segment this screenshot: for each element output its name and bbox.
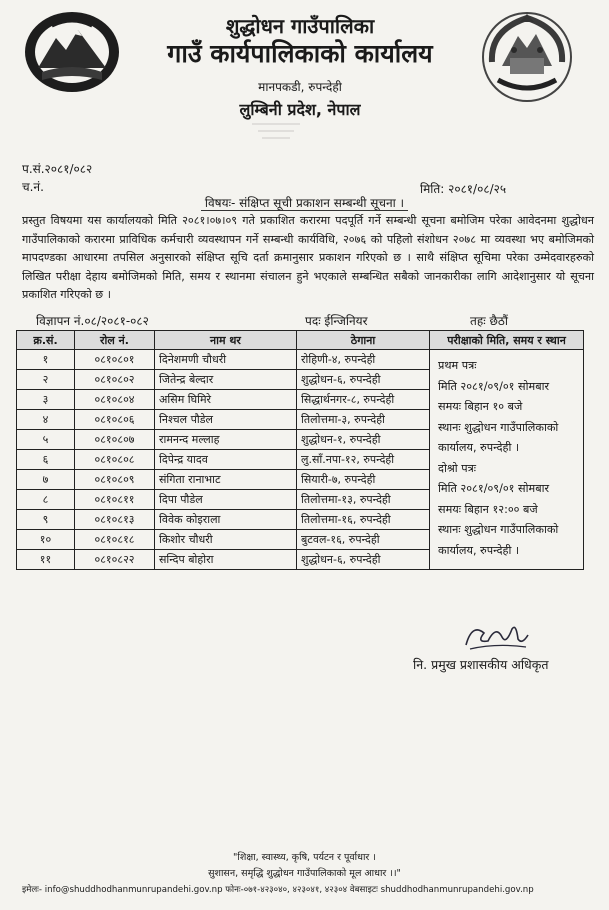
- cell-address: शुद्धोधन-१, रुपन्देही: [297, 430, 430, 450]
- cell-sn: ५: [17, 430, 75, 450]
- footer-contact: इमेलः- info@shuddhodhanmunrupandehi.gov.np फोनः-०७१-४२३०४०, ४२३०४१, ४२३०४ वेबसाइटः shuddhodhanmunrupandehi.gov.np: [22, 885, 534, 895]
- exam-line: स्थानः शुद्धोधन गाउँपालिकाको कार्यालय, रुपन्देही ।: [438, 523, 559, 557]
- cell-name: विवेक कोइराला: [155, 510, 297, 530]
- post-level: तहः छैठौं: [470, 314, 508, 328]
- cell-roll: ०८१०८०८: [75, 450, 155, 470]
- cell-sn: ११: [17, 550, 75, 570]
- cell-sn: ७: [17, 470, 75, 490]
- office-location: मानपकडी, रुपन्देही: [258, 80, 342, 94]
- cell-roll: ०८१०८०९: [75, 470, 155, 490]
- cell-name: दिपेन्द्र यादव: [155, 450, 297, 470]
- faint-stamp-mark: [248, 118, 304, 144]
- province-name: लुम्बिनी प्रदेश, नेपाल: [239, 100, 361, 119]
- subject-text: विषयः- संक्षिप्त सूची प्रकाशन सम्बन्धी सूचना ।: [201, 196, 408, 211]
- cell-address: सियारी-७, रुपन्देही: [297, 470, 430, 490]
- footer-motto-line-2: सुशासन, समृद्धि शुद्धोधन गाउँपालिकाको मूल आधार ।।": [208, 868, 401, 879]
- letter-number: प.सं.२०८१/०८२: [22, 162, 93, 176]
- cell-sn: ४: [17, 410, 75, 430]
- exam-line: मिति २०८१/०९/०१ सोमबार: [438, 379, 550, 393]
- header-name: नाम थर: [155, 331, 297, 350]
- cell-roll: ०८१०८०२: [75, 370, 155, 390]
- cell-name: दिपा पौडेल: [155, 490, 297, 510]
- cell-address: बुटवल-१६, रुपन्देही: [297, 530, 430, 550]
- exam-line: समयः बिहान १० बजे: [438, 400, 523, 413]
- municipality-emblem: [22, 10, 122, 95]
- cell-sn: २: [17, 370, 75, 390]
- cell-roll: ०८१०८१८: [75, 530, 155, 550]
- exam-line: स्थानः शुद्धोधन गाउँपालिकाको कार्यालय, रुपन्देही ।: [438, 420, 559, 454]
- candidate-table: [16, 330, 584, 570]
- cell-address: शुद्धोधन-६, रुपन्देही: [297, 550, 430, 570]
- cell-roll: ०८१०८२२: [75, 550, 155, 570]
- subject-line: [0, 194, 609, 211]
- notice-body: प्रस्तुत विषयमा यस कार्यालयको मिति २०८१।०७।०९ गते प्रकाशित करारमा पदपूर्ति गर्ने सम्बन्धी सूचना बमोजिम परेका आवेदनमा शुद्धोधन गाउँपालिकाको करारमा प्राविधिक कर्मचारी व्यवस्थापन गर्ने सम्बन्धी कार्यविधि, २०७६ को पहिलो संशोधन २०७८ मा व्यवस्था भए बमोजिमको मापदण्डका आधारमा तपसिल अनुसारको संक्षिप्त सूचि दर्ता क्रमानुसार प्रकाशन गरिएको छ । साथै संक्षिप्त सूचिमा परेका उम्मेदवारहरुको लिखित परीक्षा देहाय बमोजिमको मिति, समय र स्थानमा संचालन हुने भएकाले सम्बन्धित सबैको जानकारीका लागि आदेशानुसार यो सूचना प्रकाशित गरिएको छ ।: [22, 214, 594, 301]
- exam-details-cell: [430, 350, 584, 570]
- municipality-name: शुद्धोधन गाउँपालिका: [225, 14, 375, 38]
- cell-sn: १: [17, 350, 75, 370]
- cell-roll: ०८१०८११: [75, 490, 155, 510]
- nepal-coat-of-arms: [480, 10, 574, 104]
- cell-name: किशोर चौधरी: [155, 530, 297, 550]
- cell-sn: १०: [17, 530, 75, 550]
- header-exam: परीक्षाको मिति, समय र स्थान: [430, 331, 584, 350]
- cell-roll: ०८१०८०१: [75, 350, 155, 370]
- handwritten-signature: [462, 615, 532, 653]
- cell-roll: ०८१०८०६: [75, 410, 155, 430]
- cell-roll: ०८१०८१३: [75, 510, 155, 530]
- cell-address: तिलोत्तमा-३, रुपन्देही: [297, 410, 430, 430]
- header-roll: रोल नं.: [75, 331, 155, 350]
- exam-line: मिति २०८१/०९/०१ सोमबार: [438, 482, 550, 495]
- cell-sn: ६: [17, 450, 75, 470]
- footer-motto-line-1: "शिक्षा, स्वास्थ्य, कृषि, पर्यटन र पूर्वाधार ।: [233, 852, 376, 863]
- exam-line: प्रथम पत्रः: [438, 359, 477, 372]
- office-name: गाउँ कार्यपालिकाको कार्यालय: [167, 39, 433, 68]
- header-address: ठेगाना: [297, 331, 430, 350]
- cell-name: असिम घिमिरे: [155, 390, 297, 410]
- cell-name: संगिता रानाभाट: [155, 470, 297, 490]
- cell-roll: ०८१०८०४: [75, 390, 155, 410]
- advert-number: विज्ञापन नं.०८/२०८१-०८२: [36, 314, 149, 328]
- exam-line: दोश्रो पत्रः: [438, 461, 477, 475]
- notice-date: मिति: २०८१/०८/२५: [420, 182, 507, 196]
- cell-sn: ९: [17, 510, 75, 530]
- cell-roll: ०८१०८०७: [75, 430, 155, 450]
- cell-address: तिलोत्तमा-१३, रुपन्देही: [297, 490, 430, 510]
- cell-address: रोहिणी-४, रुपन्देही: [297, 350, 430, 370]
- cell-name: सन्दिप बोहोरा: [155, 550, 297, 570]
- cell-address: शुद्धोधन-६, रुपन्देही: [297, 370, 430, 390]
- header-sn: क्र.सं.: [17, 331, 75, 350]
- cell-sn: ३: [17, 390, 75, 410]
- exam-line: समयः बिहान १२:०० बजे: [438, 502, 538, 516]
- cell-address: लु.साँ.नपा-१२, रुपन्देही: [297, 450, 430, 470]
- table-header-row: [17, 331, 584, 350]
- table-row: [17, 350, 584, 370]
- cell-name: जितेन्द्र बेल्दार: [155, 370, 297, 390]
- cell-name: निश्चल पौडेल: [155, 410, 297, 430]
- cell-name: दिनेशमणी चौधरी: [155, 350, 297, 370]
- cell-address: सिद्धार्थनगर-८, रुपन्देही: [297, 390, 430, 410]
- cell-name: रामनन्द मल्लाह: [155, 430, 297, 450]
- cell-sn: ८: [17, 490, 75, 510]
- cell-address: तिलोत्तमा-१६, रुपन्देही: [297, 510, 430, 530]
- signatory-title: नि. प्रमुख प्रशासकीय अधिकृत: [413, 657, 549, 672]
- dispatch-number: च.नं.: [22, 180, 44, 194]
- post-name: पदः ईन्जिनियर: [305, 314, 368, 328]
